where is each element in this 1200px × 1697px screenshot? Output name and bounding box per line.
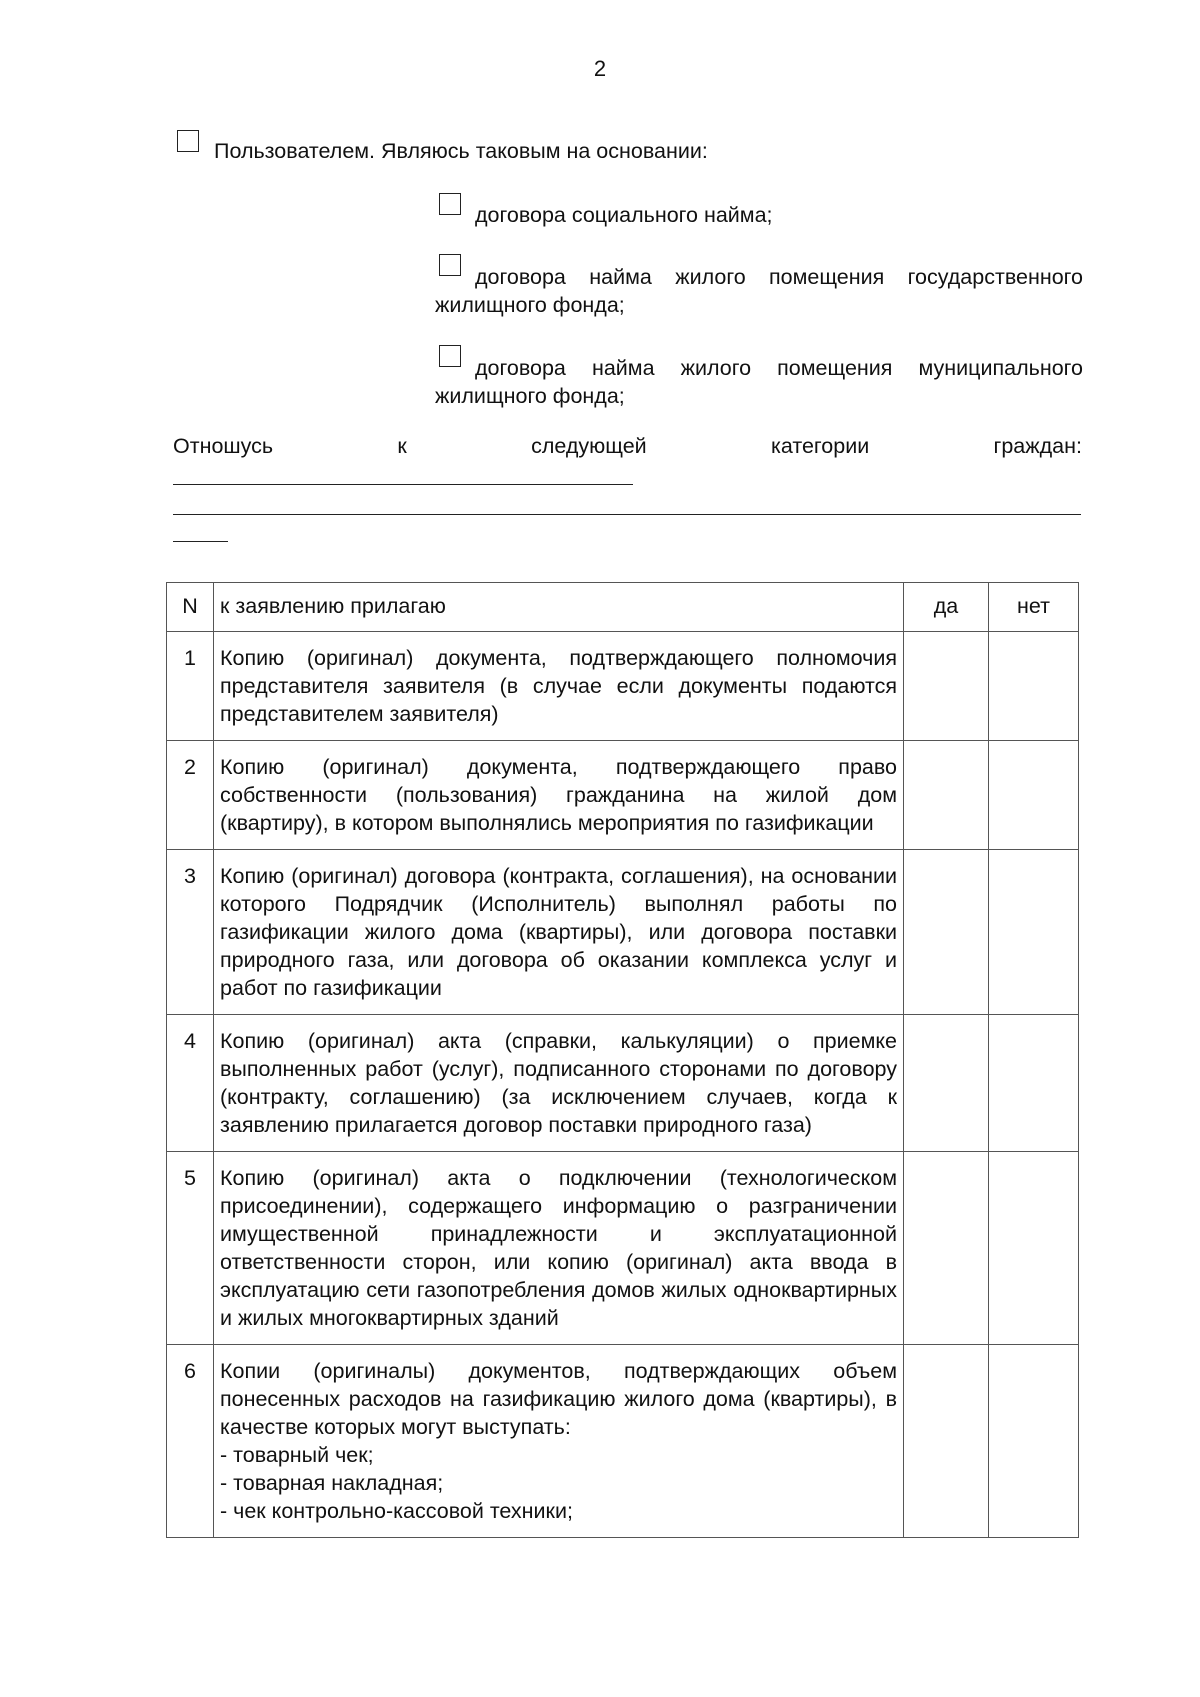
- table-row: [167, 1152, 1079, 1345]
- yes-cell[interactable]: [904, 850, 989, 1015]
- state-fund-label: договора найма жилого помещения государственного жилищного фонда;: [435, 265, 1083, 317]
- row-description: Копию (оригинал) документа, подтверждающего полномочия представителя заявителя (в случае если документы подаются представителем заявителя): [214, 632, 904, 741]
- row-description: Копию (оригинал) документа, подтверждающего право собственности (пользования) гражданина на жилой дом (квартиру), в котором выполнялись мероприятия по газификации: [214, 741, 904, 850]
- no-cell[interactable]: [989, 1015, 1079, 1152]
- no-cell[interactable]: [989, 632, 1079, 741]
- category-fill-line[interactable]: [173, 541, 228, 542]
- municipal-fund-label: договора найма жилого помещения муниципального жилищного фонда;: [435, 356, 1083, 408]
- category-word: категории: [770, 434, 870, 458]
- category-word: Отношусь: [173, 434, 274, 458]
- list-item: - товарная накладная;: [220, 1471, 444, 1495]
- category-word: к: [397, 434, 407, 458]
- category-line: [173, 432, 1082, 460]
- row-number: 1: [167, 632, 214, 741]
- table-row: [167, 632, 1079, 741]
- page-number: 2: [593, 56, 607, 81]
- user-checkbox[interactable]: [177, 130, 199, 152]
- category-fill-line[interactable]: [173, 484, 633, 485]
- category-word: граждан:: [993, 434, 1082, 458]
- row-description-text: Копии (оригиналы) документов, подтверждающих объем понесенных расходов на газификацию жилого дома (квартиры), в качестве которых могут выступать:: [220, 1359, 897, 1439]
- table-row: [167, 1345, 1079, 1538]
- row-description: Копию (оригинал) акта о подключении (технологическом присоединении), содержащего информацию о разграничении имущественной принадлежности и эксплуатационной ответственности сторон, или копию (оригинал) акта ввода в эксплуатацию сети газопотребления домов жилых одноквартирных и жилых многоквартирных зданий: [214, 1152, 904, 1345]
- table-row: [167, 1015, 1079, 1152]
- list-item: - чек контрольно-кассовой техники;: [220, 1499, 573, 1523]
- yes-cell[interactable]: [904, 632, 989, 741]
- social-lease-checkbox[interactable]: [439, 193, 461, 215]
- row-description: Копию (оригинал) договора (контракта, соглашения), на основании которого Подрядчик (Исполнитель) выполнял работы по газификации жилого дома (квартиры), или договора поставки природного газа, или договора об оказании комплекса услуг и работ по газификации: [214, 850, 904, 1015]
- row-description: Копию (оригинал) акта (справки, калькуляции) о приемке выполненных работ (услуг), подписанного сторонами по договору (контракту, соглашению) (за исключением случаев, когда к заявлению прилагается договор поставки природного газа): [214, 1015, 904, 1152]
- row-number: 5: [167, 1152, 214, 1345]
- yes-cell[interactable]: [904, 1152, 989, 1345]
- social-lease-label: договора социального найма;: [475, 203, 773, 227]
- table-row: [167, 741, 1079, 850]
- no-cell[interactable]: [989, 1152, 1079, 1345]
- yes-cell[interactable]: [904, 741, 989, 850]
- user-option-label: Пользователем. Являюсь таковым на основании:: [214, 139, 708, 163]
- header-number: N: [167, 583, 214, 632]
- no-cell[interactable]: [989, 1345, 1079, 1538]
- no-cell[interactable]: [989, 850, 1079, 1015]
- attachments-table: [166, 582, 1079, 1538]
- no-cell[interactable]: [989, 741, 1079, 850]
- yes-cell[interactable]: [904, 1015, 989, 1152]
- category-word: следующей: [531, 434, 647, 458]
- table-row: [167, 850, 1079, 1015]
- header-no: нет: [989, 583, 1079, 632]
- row-number: 4: [167, 1015, 214, 1152]
- row-number: 2: [167, 741, 214, 850]
- row-description: [214, 1345, 904, 1538]
- header-yes: да: [904, 583, 989, 632]
- list-item: - товарный чек;: [220, 1443, 374, 1467]
- category-fill-line[interactable]: [173, 514, 1081, 515]
- yes-cell[interactable]: [904, 1345, 989, 1538]
- header-description: к заявлению прилагаю: [214, 583, 904, 632]
- row-number: 3: [167, 850, 214, 1015]
- row-number: 6: [167, 1345, 214, 1538]
- table-header-row: [167, 583, 1079, 632]
